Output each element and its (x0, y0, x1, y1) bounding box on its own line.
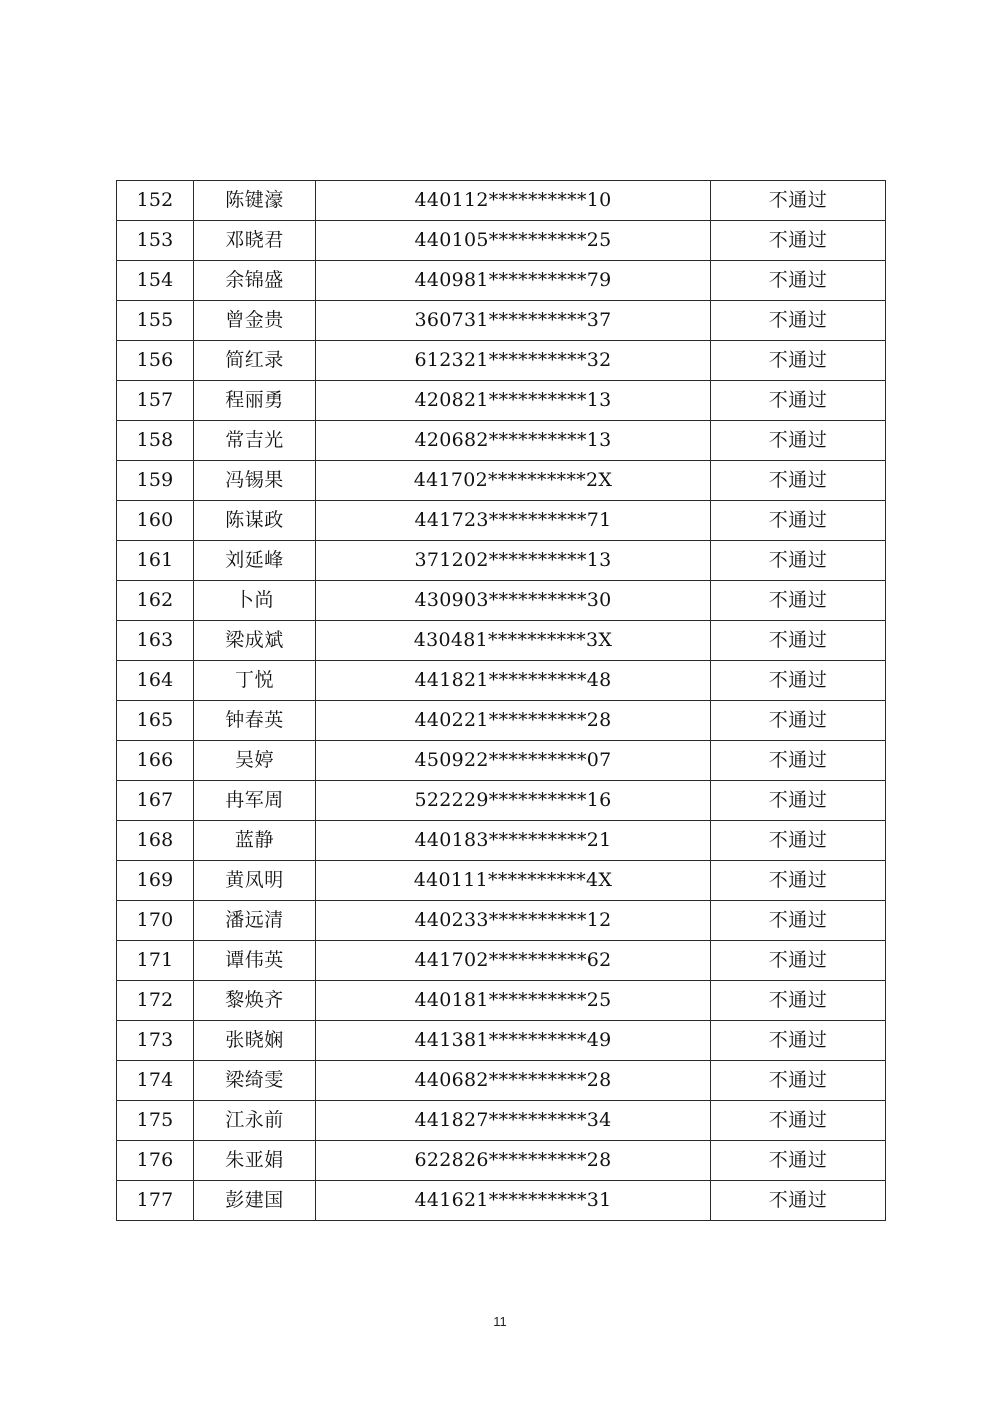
id-number-cell: 441723**********71 (316, 501, 711, 541)
row-number-cell: 165 (117, 701, 194, 741)
id-number-cell: 441702**********2X (316, 461, 711, 501)
result-table (116, 180, 886, 1221)
row-number-cell: 156 (117, 341, 194, 381)
table-row (117, 461, 886, 501)
result-cell: 不通过 (711, 421, 886, 461)
name-cell: 陈谋政 (194, 501, 316, 541)
name-cell: 朱亚娟 (194, 1141, 316, 1181)
row-number-cell: 177 (117, 1181, 194, 1221)
result-cell: 不通过 (711, 1141, 886, 1181)
id-number-cell: 440233**********12 (316, 901, 711, 941)
id-number-cell: 420682**********13 (316, 421, 711, 461)
row-number-cell: 166 (117, 741, 194, 781)
table-row (117, 1101, 886, 1141)
row-number-cell: 175 (117, 1101, 194, 1141)
result-cell: 不通过 (711, 901, 886, 941)
table-row (117, 701, 886, 741)
row-number-cell: 172 (117, 981, 194, 1021)
row-number-cell: 155 (117, 301, 194, 341)
table-row (117, 301, 886, 341)
name-cell: 黎焕齐 (194, 981, 316, 1021)
result-cell: 不通过 (711, 261, 886, 301)
result-cell: 不通过 (711, 541, 886, 581)
name-cell: 陈键濠 (194, 181, 316, 221)
name-cell: 吴婷 (194, 741, 316, 781)
name-cell: 丁悦 (194, 661, 316, 701)
name-cell: 邓晓君 (194, 221, 316, 261)
name-cell: 刘延峰 (194, 541, 316, 581)
name-cell: 常吉光 (194, 421, 316, 461)
table-row (117, 821, 886, 861)
result-cell: 不通过 (711, 941, 886, 981)
id-number-cell: 440682**********28 (316, 1061, 711, 1101)
id-number-cell: 441702**********62 (316, 941, 711, 981)
result-cell: 不通过 (711, 381, 886, 421)
page-number: 11 (493, 1314, 507, 1329)
result-cell: 不通过 (711, 781, 886, 821)
name-cell: 谭伟英 (194, 941, 316, 981)
name-cell: 冯锡果 (194, 461, 316, 501)
id-number-cell: 440221**********28 (316, 701, 711, 741)
name-cell: 简红录 (194, 341, 316, 381)
result-cell: 不通过 (711, 861, 886, 901)
name-cell: 程丽勇 (194, 381, 316, 421)
name-cell: 曾金贵 (194, 301, 316, 341)
row-number-cell: 174 (117, 1061, 194, 1101)
table-row (117, 421, 886, 461)
result-cell: 不通过 (711, 221, 886, 261)
row-number-cell: 170 (117, 901, 194, 941)
table-row (117, 381, 886, 421)
table-row (117, 1061, 886, 1101)
table-row (117, 941, 886, 981)
result-cell: 不通过 (711, 341, 886, 381)
row-number-cell: 169 (117, 861, 194, 901)
id-number-cell: 440183**********21 (316, 821, 711, 861)
row-number-cell: 152 (117, 181, 194, 221)
name-cell: 江永前 (194, 1101, 316, 1141)
row-number-cell: 158 (117, 421, 194, 461)
table-row (117, 341, 886, 381)
name-cell: 张晓娴 (194, 1021, 316, 1061)
table-row (117, 221, 886, 261)
table-row (117, 1181, 886, 1221)
table-row (117, 1141, 886, 1181)
row-number-cell: 159 (117, 461, 194, 501)
id-number-cell: 420821**********13 (316, 381, 711, 421)
id-number-cell: 440112**********10 (316, 181, 711, 221)
row-number-cell: 162 (117, 581, 194, 621)
name-cell: 梁成斌 (194, 621, 316, 661)
id-number-cell: 440111**********4X (316, 861, 711, 901)
result-cell: 不通过 (711, 1061, 886, 1101)
row-number-cell: 176 (117, 1141, 194, 1181)
name-cell: 冉军周 (194, 781, 316, 821)
id-number-cell: 360731**********37 (316, 301, 711, 341)
row-number-cell: 161 (117, 541, 194, 581)
result-cell: 不通过 (711, 301, 886, 341)
table-row (117, 781, 886, 821)
id-number-cell: 612321**********32 (316, 341, 711, 381)
id-number-cell: 440105**********25 (316, 221, 711, 261)
table-row (117, 501, 886, 541)
table-row (117, 261, 886, 301)
table-body (117, 181, 886, 1221)
name-cell: 卜尚 (194, 581, 316, 621)
id-number-cell: 441827**********34 (316, 1101, 711, 1141)
name-cell: 彭建国 (194, 1181, 316, 1221)
result-cell: 不通过 (711, 1021, 886, 1061)
result-cell: 不通过 (711, 621, 886, 661)
table-row (117, 741, 886, 781)
id-number-cell: 440981**********79 (316, 261, 711, 301)
result-cell: 不通过 (711, 821, 886, 861)
table-row (117, 861, 886, 901)
row-number-cell: 168 (117, 821, 194, 861)
id-number-cell: 441621**********31 (316, 1181, 711, 1221)
id-number-cell: 440181**********25 (316, 981, 711, 1021)
name-cell: 黄凤明 (194, 861, 316, 901)
result-cell: 不通过 (711, 461, 886, 501)
id-number-cell: 430903**********30 (316, 581, 711, 621)
table-row (117, 581, 886, 621)
table-row (117, 661, 886, 701)
row-number-cell: 164 (117, 661, 194, 701)
id-number-cell: 450922**********07 (316, 741, 711, 781)
row-number-cell: 160 (117, 501, 194, 541)
result-cell: 不通过 (711, 181, 886, 221)
id-number-cell: 622826**********28 (316, 1141, 711, 1181)
result-cell: 不通过 (711, 501, 886, 541)
result-cell: 不通过 (711, 981, 886, 1021)
row-number-cell: 154 (117, 261, 194, 301)
name-cell: 蓝静 (194, 821, 316, 861)
table-row (117, 181, 886, 221)
name-cell: 钟春英 (194, 701, 316, 741)
result-cell: 不通过 (711, 701, 886, 741)
row-number-cell: 171 (117, 941, 194, 981)
id-number-cell: 522229**********16 (316, 781, 711, 821)
name-cell: 余锦盛 (194, 261, 316, 301)
name-cell: 潘远清 (194, 901, 316, 941)
row-number-cell: 153 (117, 221, 194, 261)
table-row (117, 621, 886, 661)
row-number-cell: 163 (117, 621, 194, 661)
row-number-cell: 167 (117, 781, 194, 821)
id-number-cell: 441821**********48 (316, 661, 711, 701)
table-row (117, 901, 886, 941)
id-number-cell: 371202**********13 (316, 541, 711, 581)
row-number-cell: 157 (117, 381, 194, 421)
result-cell: 不通过 (711, 1181, 886, 1221)
result-cell: 不通过 (711, 1101, 886, 1141)
name-cell: 梁绮雯 (194, 1061, 316, 1101)
result-cell: 不通过 (711, 661, 886, 701)
table-row (117, 981, 886, 1021)
id-number-cell: 441381**********49 (316, 1021, 711, 1061)
table-row (117, 541, 886, 581)
result-cell: 不通过 (711, 581, 886, 621)
result-cell: 不通过 (711, 741, 886, 781)
row-number-cell: 173 (117, 1021, 194, 1061)
id-number-cell: 430481**********3X (316, 621, 711, 661)
table-row (117, 1021, 886, 1061)
